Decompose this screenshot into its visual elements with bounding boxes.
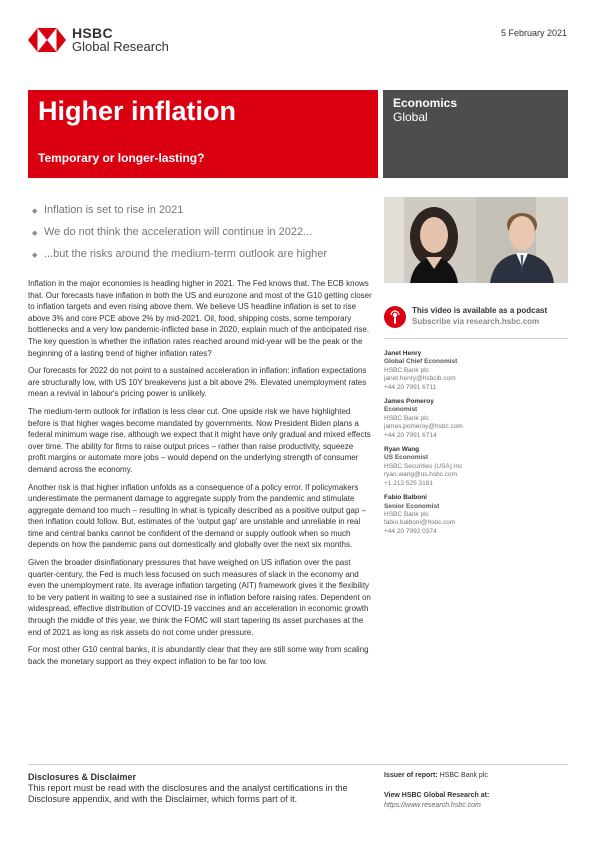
category-main: Economics bbox=[393, 96, 458, 110]
analyst-name: Ryan Wang bbox=[384, 446, 420, 454]
podcast-subscribe-link[interactable]: Subscribe via research.hsbc.com bbox=[412, 317, 540, 326]
analyst-email[interactable]: janet.henry@hsbcib.com bbox=[384, 375, 456, 383]
analyst-card bbox=[384, 398, 568, 440]
report-date: 5 February 2021 bbox=[500, 28, 567, 38]
body-paragraph: For most other G10 central banks, it is abundantly clear that they are still some way from scaling back the monetary support as they expect inflation to be far too low. bbox=[28, 645, 369, 666]
footer-divider bbox=[28, 764, 568, 765]
key-point bbox=[32, 203, 372, 219]
key-point bbox=[32, 225, 372, 241]
category-box bbox=[383, 90, 568, 178]
presenter-photo-left bbox=[384, 197, 476, 283]
analyst-company: HSBC Bank plc bbox=[384, 366, 429, 374]
analyst-company: HSBC Bank plc bbox=[384, 414, 429, 422]
body-paragraph: Inflation in the major economies is heading higher in 2021. The Fed knows that. The ECB knows that. Our forecasts have inflation in both the US and eurozone and most of the G10 getting closer to inflation targets and even rising above them. We believe US headline inflation is set to rise above 3% and core PCE above 2% by mid-2021. Oil, food, shipping costs, some temporary bottlenecks and a very low pandemic-inflicted base in 2020, explain much of the anticipated rise. The key question is whether the inflation rates reached around mid-year will be the peak or the beginning of a lasting trend of higher inflation rates? bbox=[28, 279, 372, 358]
podcast-link[interactable] bbox=[384, 305, 568, 328]
key-point bbox=[32, 247, 372, 263]
hsbc-logo bbox=[28, 27, 169, 53]
report-title: Higher inflation bbox=[38, 96, 236, 126]
key-points-list bbox=[32, 203, 372, 269]
analyst-name: James Pomeroy bbox=[384, 398, 434, 406]
report-subtitle: Temporary or longer-lasting? bbox=[38, 151, 205, 165]
diamond-bullet-icon: ◆ bbox=[32, 208, 38, 215]
diamond-bullet-icon: ◆ bbox=[32, 252, 38, 259]
body-paragraph: Another risk is that higher inflation unfolds as a consequence of a policy error. If policymakers underestimate the permanent damage to aggregate supply from the pandemic and stimulate aggregate demand too much – resulting in what is typically described as a positive output gap – then inflation could follow. But, estimates of the 'output gap' are unstable and unreliable in real time and central banks cannot be confident of the demand or supply outlook when so much depends on how the pandemic pans out domestically and globally over the next six months. bbox=[28, 482, 366, 550]
analyst-card bbox=[384, 446, 568, 488]
analyst-list bbox=[384, 350, 568, 542]
analyst-email[interactable]: james.pomeroy@hsbc.com bbox=[384, 423, 463, 431]
hsbc-hexagon-icon bbox=[28, 28, 66, 52]
podcast-title: This video is available as a podcast bbox=[412, 306, 548, 315]
analyst-email[interactable]: ryan.wang@us.hsbc.com bbox=[384, 471, 458, 479]
analyst-title: Economist bbox=[384, 406, 418, 414]
sidebar-divider bbox=[384, 338, 568, 339]
analyst-phone: +44 20 7992 0374 bbox=[384, 527, 437, 535]
article-body bbox=[28, 278, 372, 673]
analyst-email[interactable]: fabio.balboni@hsbc.com bbox=[384, 519, 456, 527]
issuer-label: Issuer of report: bbox=[384, 772, 438, 779]
analyst-phone: +44 20 7991 6711 bbox=[384, 383, 437, 391]
body-paragraph: Given the broader disinflationary pressures that have weighed on US inflation over the past quarter-century, the Fed is much less focused on such measures of slack in the economy and even the unemployment rate. Its average inflation targeting (AIT) framework gives it the flexibility to be very patient in waiting to see a sustained rise in inflation before raising rates. Dependent on widespread, effective distribution of COVID-19 vaccines and an acceleration in economic growth through the middle of this year, we think the FOMC will start tapering its asset purchases at the end of 2021 as long as risk assets do not come under pressure. bbox=[28, 558, 371, 637]
view-research-label: View HSBC Global Research at: bbox=[384, 792, 490, 799]
research-url-link[interactable]: https://www.research.hsbc.com bbox=[384, 802, 481, 809]
disclosures-section bbox=[28, 772, 373, 805]
key-point-text: Inflation is set to rise in 2021 bbox=[44, 204, 184, 216]
view-research-section bbox=[384, 791, 568, 811]
analyst-title: US Economist bbox=[384, 454, 429, 462]
analyst-card bbox=[384, 494, 568, 536]
brand-subname: Global Research bbox=[72, 39, 169, 54]
analyst-card bbox=[384, 350, 568, 392]
analyst-title: Global Chief Economist bbox=[384, 358, 458, 366]
disclosures-title: Disclosures & Disclaimer bbox=[28, 772, 137, 782]
key-point-text: ...but the risks around the medium-term outlook are higher bbox=[44, 248, 328, 260]
analyst-name: Fabio Balboni bbox=[384, 494, 427, 502]
body-paragraph: Our forecasts for 2022 do not point to a sustained acceleration in inflation: inflation expectations are structurally low, with US 10Y breakevens just a bit above 2%. Elevated unemployment rates mean a revival in labour's pricing power is unlikely. bbox=[28, 366, 367, 399]
video-thumbnail[interactable] bbox=[384, 197, 568, 283]
disclosures-text: This report must be read with the disclosures and the analyst certifications in the Disclosure appendix, and with the Disclaimer, which forms part of it. bbox=[28, 783, 348, 804]
analyst-title: Senior Economist bbox=[384, 502, 440, 510]
analyst-company: HSBC Bank plc bbox=[384, 510, 429, 518]
analyst-company: HSBC Securities (USA) Inc bbox=[384, 462, 463, 470]
brand-name: HSBC bbox=[72, 25, 113, 41]
title-banner bbox=[28, 90, 378, 178]
issuer-value: HSBC Bank plc bbox=[439, 772, 488, 779]
analyst-name: Janet Henry bbox=[384, 350, 422, 357]
key-point-text: We do not think the acceleration will continue in 2022... bbox=[44, 226, 313, 238]
presenter-photo-right bbox=[476, 197, 568, 283]
category-sub: Global bbox=[393, 110, 428, 124]
issuer-line bbox=[384, 772, 568, 779]
analyst-phone: +1 212 525 3181 bbox=[384, 479, 433, 487]
analyst-phone: +44 20 7991 6714 bbox=[384, 431, 437, 439]
body-paragraph: The medium-term outlook for inflation is less clear cut. One upside risk we have highlighted before is that higher wages become mandated by governments. Now President Biden plans a federal minimum wage rise, although we expect that it might have only gradual and mixed effects over time. The ability for firms to raise output prices – rather than raise productivity, squeeze profit margins or automate more jobs – would depend on the underlying strength of consumer demand across the economy. bbox=[28, 406, 371, 474]
podcast-icon bbox=[384, 306, 406, 328]
diamond-bullet-icon: ◆ bbox=[32, 230, 38, 237]
